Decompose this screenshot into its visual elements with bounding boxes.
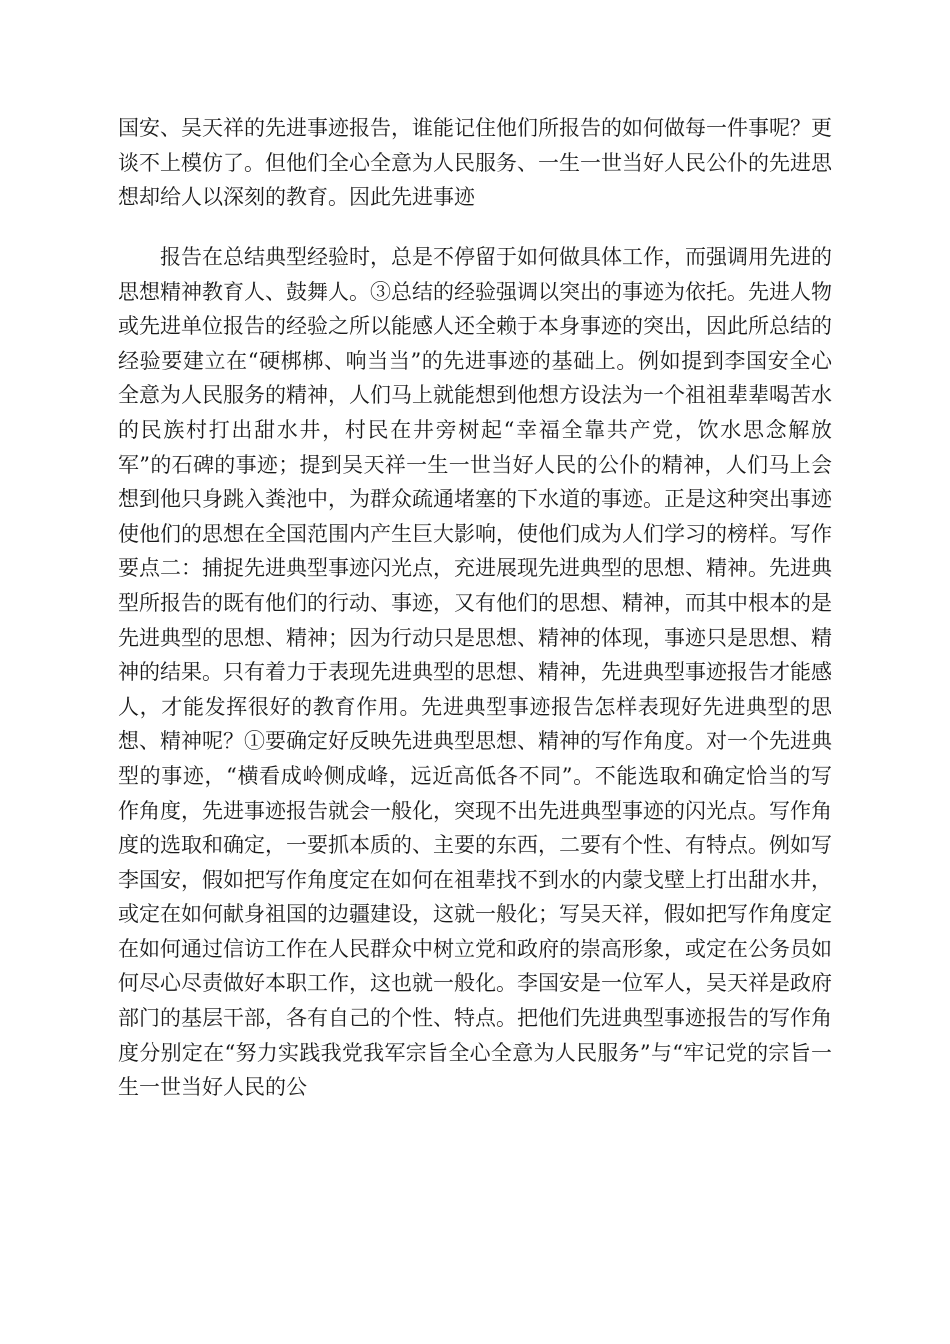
paragraph-body	[118, 240, 832, 1105]
paragraph-continuation	[118, 111, 832, 215]
paragraph-text: 报告在总结典型经验时，总是不停留于如何做具体工作，而强调用先进的思想精神教育人、鼓舞人。③总结的经验强调以突出的事迹为依托。先进人物或先进单位报告的经验之所以能感人还全赖于本身事迹的突出，因此所总结的经验要建立在“硬梆梆、响当当”的先进事迹的基础上。例如提到李国安全心全意为人民服务的精神，人们马上就能想到他想方设法为一个祖祖辈辈喝苦水的民族村打出甜水井，村民在井旁树起“幸福全靠共产党，饮水思念解放军”的石碑的事迹；提到吴天祥一生一世当好人民的公仆的精神，人们马上会想到他只身跳入粪池中，为群众疏通堵塞的下水道的事迹。正是这种突出事迹使他们的思想在全国范围内产生巨大影响，使他们成为人们学习的榜样。写作要点二：捕捉先进典型事迹闪光点，充进展现先进典型的思想、精神。先进典型所报告的既有他们的行动、事迹，又有他们的思想、精神，而其中根本的是先进典型的思想、精神；因为行动只是思想、精神的体现，事迹只是思想、精神的结果。只有着力于表现先进典型的思想、精神，先进典型事迹报告才能感人，才能发挥很好的教育作用。先进典型事迹报告怎样表现好先进典型的思想、精神呢？①要确定好反映先进典型思想、精神的写作角度。对一个先进典型的事迹，“横看成岭侧成峰，远近高低各不同”。不能选取和确定恰当的写作角度，先进事迹报告就会一般化，突现不出先进典型事迹的闪光点。写作角度的选取和确定，一要抓本质的、主要的东西，二要有个性、有特点。例如写李国安，假如把写作角度定在如何在祖辈找不到水的内蒙戈壁上打出甜水井，或定在如何献身祖国的边疆建设，这就一般化；写吴天祥，假如把写作角度定在如何通过信访工作在人民群众中树立党和政府的崇高形象，或定在公务员如何尽心尽责做好本职工作，这也就一般化。李国安是一位军人，吴天祥是政府部门的基层干部，各有自己的个性、特点。把他们先进典型事迹报告的写作角度分别定在“努力实践我党我军宗旨全心全意为人民服务”与“牢记党的宗旨一生一世当好人民的公	[118, 245, 832, 1100]
paragraph-text: 国安、吴天祥的先进事迹报告，谁能记住他们所报告的如何做每一件事呢？更谈不上模仿了。但他们全心全意为人民服务、一生一世当好人民公仆的先进思想却给人以深刻的教育。因此先进事迹	[118, 116, 832, 210]
